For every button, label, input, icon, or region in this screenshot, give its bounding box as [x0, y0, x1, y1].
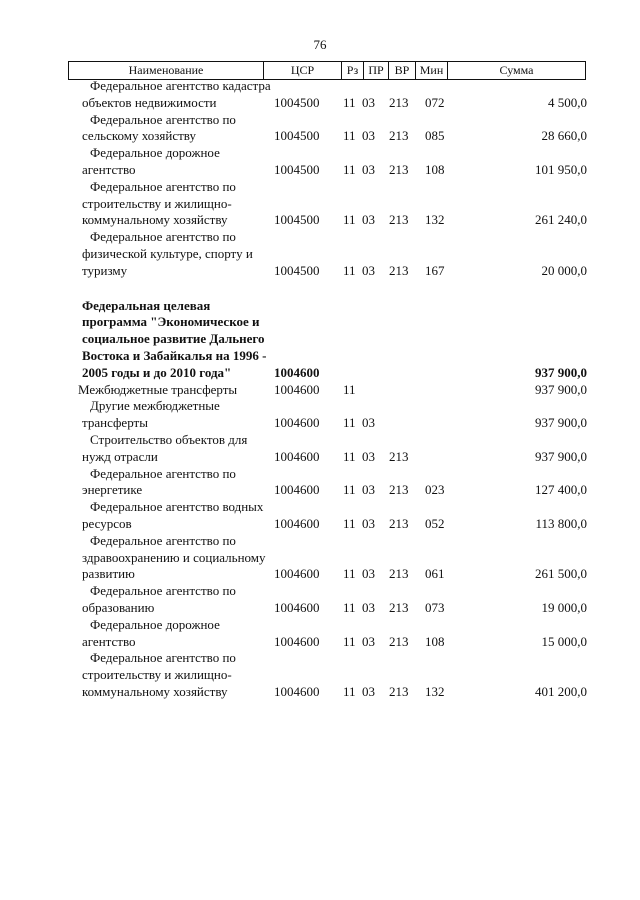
header-vr: ВР: [388, 62, 415, 79]
row-name: Федеральное агентство по физической культуре, спорту и туризму: [82, 229, 253, 278]
row-vr: 213: [389, 566, 409, 582]
row-rz: 11: [343, 381, 356, 397]
row-csr: 1004500: [274, 94, 320, 110]
table-row: [0, 112, 640, 146]
row-rz: 11: [343, 161, 356, 177]
row-sum: 937 900,0: [535, 381, 587, 397]
row-csr: 1004600: [274, 599, 320, 615]
header-min: Мин: [415, 62, 447, 79]
row-min: 072: [425, 94, 445, 110]
row-name: Федеральное агентство кадастра объектов недвижимости: [82, 78, 271, 110]
row-sum: 20 000,0: [541, 262, 587, 278]
row-rz: 11: [343, 633, 356, 649]
program-name: Федеральная целевая программа "Экономическое и социальное развитие Дальнего Востока и Забайкалья на 1996 - 2005 годы и до 2010 года": [82, 297, 267, 380]
row-csr: 1004500: [274, 161, 320, 177]
table-body: [0, 78, 640, 701]
row-vr: 213: [389, 262, 409, 278]
row-pr: 03: [362, 633, 375, 649]
table-row: [0, 432, 640, 466]
row-sum: 261 240,0: [535, 212, 587, 228]
row-sum: 101 950,0: [535, 161, 587, 177]
row-rz: 11: [343, 415, 356, 431]
row-pr: 03: [362, 683, 375, 699]
row-rz: 11: [343, 566, 356, 582]
row-min: 073: [425, 599, 445, 615]
table-row: [0, 145, 640, 179]
row-pr: 03: [362, 566, 375, 582]
row-vr: 213: [389, 633, 409, 649]
row-vr: 213: [389, 161, 409, 177]
row-name: Федеральное агентство по строительству и жилищно-коммунальному хозяйству: [82, 650, 236, 699]
row-csr: 1004600: [274, 364, 320, 380]
row-min: 052: [425, 515, 445, 531]
row-vr: 213: [389, 212, 409, 228]
row-min: 167: [425, 262, 445, 278]
row-pr: 03: [362, 128, 375, 144]
row-name: Межбюджетные трансферты: [78, 381, 238, 397]
row-rz: 11: [343, 262, 356, 278]
row-rz: 11: [343, 212, 356, 228]
row-name: Строительство объектов для нужд отрасли: [82, 431, 248, 464]
row-sum: 937 900,0: [535, 448, 587, 464]
row-min: 061: [425, 566, 445, 582]
row-vr: 213: [389, 482, 409, 498]
row-pr: 03: [362, 482, 375, 498]
table-row: [0, 466, 640, 500]
row-csr: 1004600: [274, 566, 320, 582]
header-pr: ПР: [363, 62, 388, 79]
row-csr: 1004500: [274, 212, 320, 228]
row-pr: 03: [362, 599, 375, 615]
row-vr: 213: [389, 94, 409, 110]
page-number: 76: [313, 37, 327, 52]
row-min: 108: [425, 633, 445, 649]
header-sum: Сумма: [447, 62, 586, 79]
row-pr: 03: [362, 212, 375, 228]
row-min: 132: [425, 212, 445, 228]
row-name: Федеральное агентство по образованию: [82, 583, 236, 615]
row-min: 023: [425, 482, 445, 498]
table-row: [0, 78, 640, 112]
row-vr: 213: [389, 515, 409, 531]
header-rz: Рз: [341, 62, 363, 79]
row-csr: 1004600: [274, 633, 320, 649]
row-pr: 03: [362, 262, 375, 278]
row-name: Другие межбюджетные трансферты: [82, 398, 220, 431]
row-name: Федеральное агентство по здравоохранению и социальному развитию: [82, 532, 266, 582]
row-rz: 11: [343, 94, 356, 110]
row-sum: 15 000,0: [541, 633, 587, 649]
row-name: Федеральное агентство водных ресурсов: [82, 499, 264, 531]
row-csr: 1004600: [274, 415, 320, 431]
header-csr: ЦСР: [263, 62, 341, 79]
row-sum: 261 500,0: [535, 566, 587, 582]
row-csr: 1004600: [274, 448, 320, 464]
row-vr: 213: [389, 448, 409, 464]
row-csr: 1004500: [274, 262, 320, 278]
row-sum: 19 000,0: [541, 599, 587, 615]
row-min: 108: [425, 161, 445, 177]
table-row: [0, 650, 640, 700]
row-name: Федеральное агентство по сельскому хозяйству: [82, 111, 236, 144]
row-name: Федеральное агентство по строительству и жилищно-коммунальному хозяйству: [82, 178, 236, 228]
row-name: Федеральное агентство по энергетике: [82, 465, 236, 498]
row-csr: 1004600: [274, 683, 320, 699]
table-row: [0, 583, 640, 617]
header-name: Наименование: [68, 62, 263, 79]
row-vr: 213: [389, 683, 409, 699]
row-csr: 1004600: [274, 381, 320, 397]
row-sum: 127 400,0: [535, 482, 587, 498]
row-sum: 937 900,0: [535, 364, 587, 380]
row-sum: 113 800,0: [535, 515, 587, 531]
program-row: [0, 298, 640, 382]
row-pr: 03: [362, 415, 375, 431]
row-min: 085: [425, 128, 445, 144]
table-row: [0, 382, 640, 399]
row-sum: 937 900,0: [535, 415, 587, 431]
table-row: [0, 499, 640, 533]
row-csr: 1004600: [274, 482, 320, 498]
row-rz: 11: [343, 128, 356, 144]
row-pr: 03: [362, 448, 375, 464]
table-row: [0, 533, 640, 583]
table-row: [0, 229, 640, 279]
row-sum: 401 200,0: [535, 683, 587, 699]
row-rz: 11: [343, 482, 356, 498]
row-rz: 11: [343, 683, 356, 699]
row-vr: 213: [389, 128, 409, 144]
row-name: Федеральное дорожное агентство: [82, 616, 220, 649]
row-rz: 11: [343, 448, 356, 464]
row-pr: 03: [362, 515, 375, 531]
row-min: 132: [425, 683, 445, 699]
row-sum: 28 660,0: [541, 128, 587, 144]
row-vr: 213: [389, 599, 409, 615]
row-sum: 4 500,0: [548, 94, 587, 110]
row-csr: 1004600: [274, 515, 320, 531]
row-pr: 03: [362, 94, 375, 110]
row-rz: 11: [343, 515, 356, 531]
table-row: [0, 179, 640, 229]
row-pr: 03: [362, 161, 375, 177]
table-row: [0, 617, 640, 651]
row-rz: 11: [343, 599, 356, 615]
table-row: [0, 398, 640, 432]
row-csr: 1004500: [274, 128, 320, 144]
row-name: Федеральное дорожное агентство: [82, 145, 220, 177]
